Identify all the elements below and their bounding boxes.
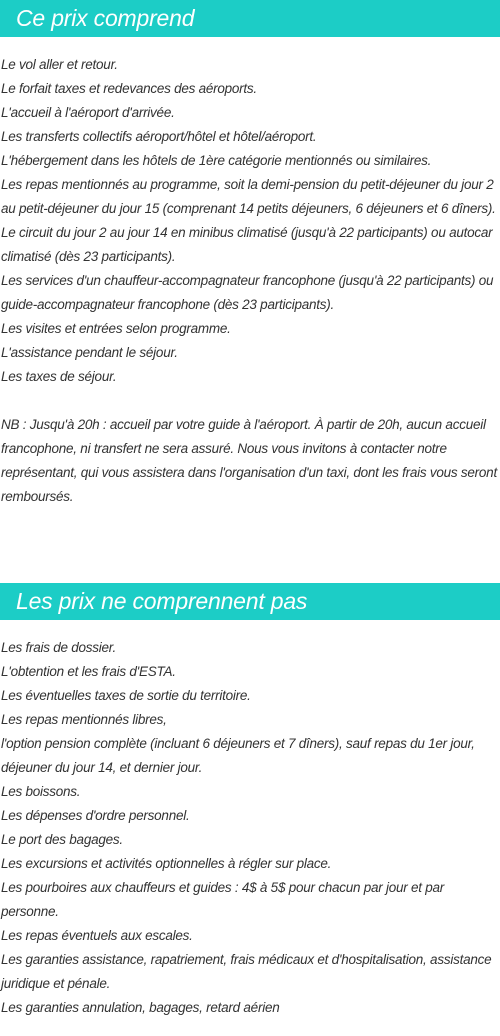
included-section-header bbox=[0, 0, 500, 37]
included-note: NB : Jusqu'à 20h : accueil par votre guide à l'aéroport. À partir de 20h, aucun accueil francophone, ni transfert ne sera assuré. Nous vous invitons à contacter notre représentant, qui vous assistera dans l'organisation d'un taxi, dont les frais vous seront remboursés. bbox=[1, 417, 497, 504]
excluded-section-header bbox=[0, 583, 500, 620]
excluded-item: Les garanties assistance, rapatriement, frais médicaux et d'hospitalisation, assistance juridique et pénale. bbox=[1, 952, 492, 991]
included-item: Le forfait taxes et redevances des aéroports. bbox=[1, 81, 257, 96]
excluded-item: Les repas éventuels aux escales. bbox=[1, 928, 193, 943]
included-item: L'accueil à l'aéroport d'arrivée. bbox=[1, 105, 175, 120]
included-section-title: Ce prix comprend bbox=[16, 5, 195, 31]
included-item: Les taxes de séjour. bbox=[1, 369, 117, 384]
excluded-item: Les frais de dossier. bbox=[1, 640, 117, 655]
included-item: Le vol aller et retour. bbox=[1, 57, 118, 72]
excluded-item: l'option pension complète (incluant 6 déjeuners et 7 dîners), sauf repas du 1er jour, déjeuner du jour 14, et dernier jour. bbox=[1, 736, 475, 775]
excluded-item: Le port des bagages. bbox=[1, 832, 123, 847]
excluded-item: L'obtention et les frais d'ESTA. bbox=[1, 664, 176, 679]
excluded-list bbox=[1, 636, 499, 1020]
included-list bbox=[1, 53, 499, 509]
included-item: Les services d'un chauffeur-accompagnateur francophone (jusqu'à 22 participants) ou guide-accompagnateur francophone (dès 23 participants). bbox=[1, 273, 494, 312]
excluded-item: Les éventuelles taxes de sortie du territoire. bbox=[1, 688, 251, 703]
included-item: L'assistance pendant le séjour. bbox=[1, 345, 178, 360]
excluded-item: Les repas mentionnés libres, bbox=[1, 712, 167, 727]
excluded-section-title: Les prix ne comprennent pas bbox=[16, 588, 308, 614]
excluded-item: Les garanties annulation, bagages, retard aérien bbox=[1, 1000, 280, 1015]
included-item: Les repas mentionnés au programme, soit la demi-pension du petit-déjeuner du jour 2 au petit-déjeuner du jour 15 (comprenant 14 petits déjeuners, 6 déjeuners et 6 dîners). bbox=[1, 177, 496, 216]
excluded-item: Les pourboires aux chauffeurs et guides : 4$ à 5$ pour chacun par jour et par personne. bbox=[1, 880, 445, 919]
excluded-item: Les boissons. bbox=[1, 784, 81, 799]
excluded-item: Les excursions et activités optionnelles à régler sur place. bbox=[1, 856, 332, 871]
excluded-item: Les dépenses d'ordre personnel. bbox=[1, 808, 190, 823]
spacer bbox=[1, 389, 499, 413]
included-item: Les transferts collectifs aéroport/hôtel et hôtel/aéroport. bbox=[1, 129, 317, 144]
included-item: L'hébergement dans les hôtels de 1ère catégorie mentionnés ou similaires. bbox=[1, 153, 432, 168]
included-item: Les visites et entrées selon programme. bbox=[1, 321, 231, 336]
included-item: Le circuit du jour 2 au jour 14 en minibus climatisé (jusqu'à 22 participants) ou autocar climatisé (dès 23 participants). bbox=[1, 225, 493, 264]
